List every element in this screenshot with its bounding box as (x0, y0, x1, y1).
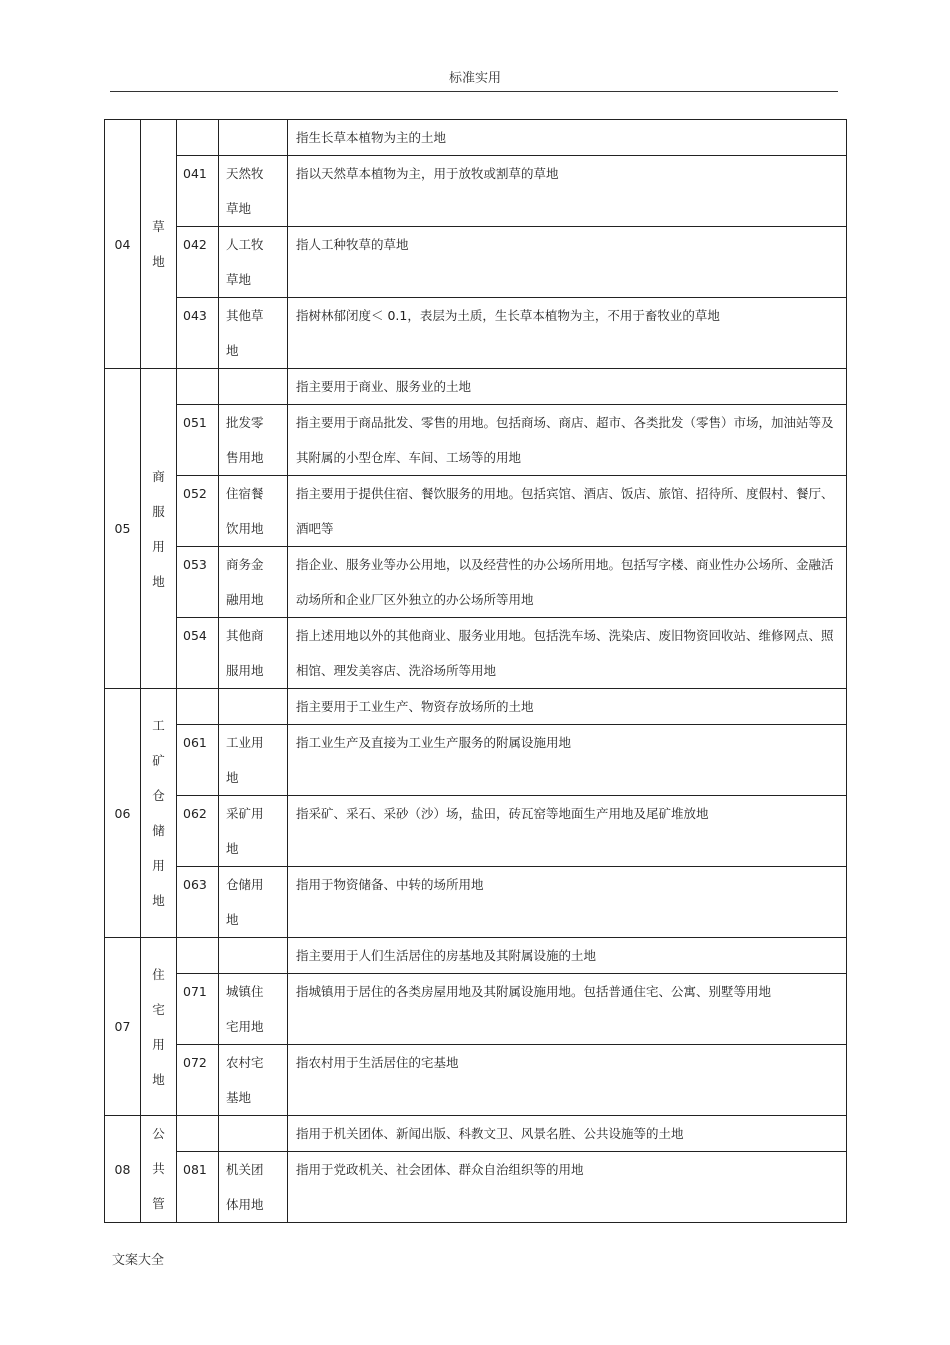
sub-description: 指工业生产及直接为工业生产服务的附属设施用地 (296, 735, 572, 750)
sub-code-cell (177, 1045, 219, 1116)
category-code: 06 (114, 805, 131, 821)
sub-name: 采矿用地 (226, 806, 264, 856)
sub-name: 仓储用地 (226, 877, 264, 927)
sub-code: 052 (183, 486, 207, 501)
sub-description: 指树林郁闭度＜ 0.1，表层为土质，生长草本植物为主，不用于畜牧业的草地 (296, 308, 720, 323)
table-row (105, 120, 847, 156)
sub-name: 人工牧草地 (226, 237, 264, 287)
empty-cell (177, 689, 219, 725)
category-description: 指用于机关团体、新闻出版、科教文卫、风景名胜、公共设施等的土地 (296, 1126, 684, 1141)
sub-name: 其他草地 (226, 308, 264, 358)
sub-description: 指以天然草本植物为主，用于放牧或割草的草地 (296, 166, 559, 181)
sub-description: 指人工种牧草的草地 (296, 237, 409, 252)
sub-name: 天然牧草地 (226, 166, 264, 216)
table-row (105, 1116, 847, 1152)
sub-description: 指农村用于生活居住的宅基地 (296, 1055, 459, 1070)
sub-name: 商务金融用地 (226, 557, 264, 607)
table-row (105, 1152, 847, 1223)
category-description-cell (288, 689, 847, 725)
page-header-title: 标准实用 (448, 71, 501, 86)
category-code: 07 (114, 1019, 131, 1034)
category-name-cell (141, 689, 177, 938)
sub-code-cell (177, 867, 219, 938)
category-name-cell (141, 938, 177, 1116)
category-name-cell (141, 369, 177, 689)
sub-code: 063 (183, 877, 207, 892)
sub-description: 指采矿、采石、采砂（沙）场，盐田，砖瓦窑等地面生产用地及尾矿堆放地 (296, 806, 709, 821)
sub-name: 其他商服用地 (226, 628, 264, 678)
sub-description-cell (288, 227, 847, 298)
sub-code: 072 (183, 1055, 207, 1070)
sub-description-cell (288, 547, 847, 618)
empty-cell (219, 689, 288, 725)
sub-name-cell (219, 1152, 288, 1223)
sub-name: 机关团体用地 (226, 1162, 264, 1212)
category-name-cell (141, 1116, 177, 1223)
table-row (105, 725, 847, 796)
sub-code: 062 (183, 806, 207, 821)
sub-code-cell (177, 227, 219, 298)
category-description-cell (288, 369, 847, 405)
land-use-classification-table (104, 119, 847, 1223)
sub-name: 住宿餐饮用地 (226, 486, 264, 536)
category-code: 04 (114, 236, 131, 252)
sub-description: 指上述用地以外的其他商业、服务业用地。包括洗车场、洗染店、废旧物资回收站、维修网点、照相馆、理发美容店、洗浴场所等用地 (296, 628, 834, 678)
sub-code-cell (177, 974, 219, 1045)
sub-description-cell (288, 974, 847, 1045)
sub-code: 081 (183, 1162, 207, 1177)
sub-code: 043 (183, 308, 207, 323)
table-row (105, 405, 847, 476)
page-footer-text: 文案大全 (112, 1253, 165, 1268)
category-code-cell (105, 938, 141, 1116)
sub-description-cell (288, 298, 847, 369)
sub-description-cell (288, 867, 847, 938)
table-row (105, 974, 847, 1045)
sub-code: 061 (183, 735, 207, 750)
sub-code-cell (177, 796, 219, 867)
sub-code: 041 (183, 166, 207, 181)
sub-name-cell (219, 725, 288, 796)
sub-description: 指用于物资储备、中转的场所用地 (296, 877, 484, 892)
sub-code: 071 (183, 984, 207, 999)
sub-description-cell (288, 1045, 847, 1116)
sub-name-cell (219, 227, 288, 298)
sub-name-cell (219, 618, 288, 689)
empty-cell (219, 1116, 288, 1152)
sub-code: 042 (183, 237, 207, 252)
sub-code: 051 (183, 415, 207, 430)
category-code-cell (105, 369, 141, 689)
empty-cell (177, 369, 219, 405)
sub-name-cell (219, 974, 288, 1045)
sub-description-cell (288, 1152, 847, 1223)
sub-name-cell (219, 476, 288, 547)
table-row (105, 938, 847, 974)
category-description: 指生长草本植物为主的土地 (296, 130, 447, 145)
sub-description-cell (288, 725, 847, 796)
sub-code-cell (177, 725, 219, 796)
table-row (105, 369, 847, 405)
sub-name-cell (219, 547, 288, 618)
empty-cell (177, 938, 219, 974)
category-code-cell (105, 120, 141, 369)
sub-description: 指用于党政机关、社会团体、群众自治组织等的用地 (296, 1162, 584, 1177)
sub-name-cell (219, 1045, 288, 1116)
sub-code-cell (177, 618, 219, 689)
category-description: 指主要用于人们生活居住的房基地及其附属设施的土地 (296, 948, 597, 963)
category-name: 公共管 (152, 1126, 165, 1211)
category-description-cell (288, 120, 847, 156)
sub-name: 批发零售用地 (226, 415, 264, 465)
category-code-cell (105, 1116, 141, 1223)
sub-code-cell (177, 298, 219, 369)
header-divider (110, 91, 838, 92)
category-name: 商服用地 (152, 468, 165, 589)
category-code-cell (105, 689, 141, 938)
category-code: 05 (114, 521, 131, 536)
empty-cell (219, 369, 288, 405)
category-description: 指主要用于商业、服务业的土地 (296, 379, 472, 394)
sub-code-cell (177, 476, 219, 547)
sub-code-cell (177, 547, 219, 618)
sub-code: 053 (183, 557, 207, 572)
sub-name: 城镇住宅用地 (226, 984, 264, 1034)
category-name: 住宅用地 (152, 966, 165, 1087)
sub-description: 指主要用于商品批发、零售的用地。包括商场、商店、超市、各类批发（零售）市场，加油站等及其附属的小型仓库、车间、工场等的用地 (296, 415, 834, 465)
sub-code: 054 (183, 628, 207, 643)
empty-cell (219, 120, 288, 156)
category-description-cell (288, 938, 847, 974)
table-row (105, 618, 847, 689)
sub-description-cell (288, 156, 847, 227)
table-row (105, 227, 847, 298)
sub-name: 农村宅基地 (226, 1055, 264, 1105)
empty-cell (177, 120, 219, 156)
table-row (105, 298, 847, 369)
table-row (105, 156, 847, 227)
sub-code-cell (177, 156, 219, 227)
table-row (105, 476, 847, 547)
sub-description: 指主要用于提供住宿、餐饮服务的用地。包括宾馆、酒店、饭店、旅馆、招待所、度假村、餐厅、酒吧等 (296, 486, 834, 536)
category-description: 指主要用于工业生产、物资存放场所的土地 (296, 699, 534, 714)
table-row (105, 796, 847, 867)
empty-cell (177, 1116, 219, 1152)
table-row (105, 547, 847, 618)
sub-description-cell (288, 618, 847, 689)
sub-name-cell (219, 156, 288, 227)
sub-description-cell (288, 476, 847, 547)
sub-description: 指企业、服务业等办公用地，以及经营性的办公场所用地。包括写字楼、商业性办公场所、金融活动场所和企业厂区外独立的办公场所等用地 (296, 557, 834, 607)
table-row (105, 867, 847, 938)
category-name: 工矿仓储用地 (152, 718, 165, 908)
category-code: 08 (114, 1161, 131, 1177)
empty-cell (219, 938, 288, 974)
category-name: 草地 (152, 219, 165, 269)
sub-name: 工业用地 (226, 735, 264, 785)
sub-description-cell (288, 796, 847, 867)
table-row (105, 689, 847, 725)
sub-name-cell (219, 867, 288, 938)
sub-code-cell (177, 1152, 219, 1223)
sub-name-cell (219, 796, 288, 867)
sub-description: 指城镇用于居住的各类房屋用地及其附属设施用地。包括普通住宅、公寓、别墅等用地 (296, 984, 772, 999)
category-description-cell (288, 1116, 847, 1152)
category-name-cell (141, 120, 177, 369)
sub-name-cell (219, 298, 288, 369)
sub-code-cell (177, 405, 219, 476)
sub-name-cell (219, 405, 288, 476)
table-row (105, 1045, 847, 1116)
sub-description-cell (288, 405, 847, 476)
